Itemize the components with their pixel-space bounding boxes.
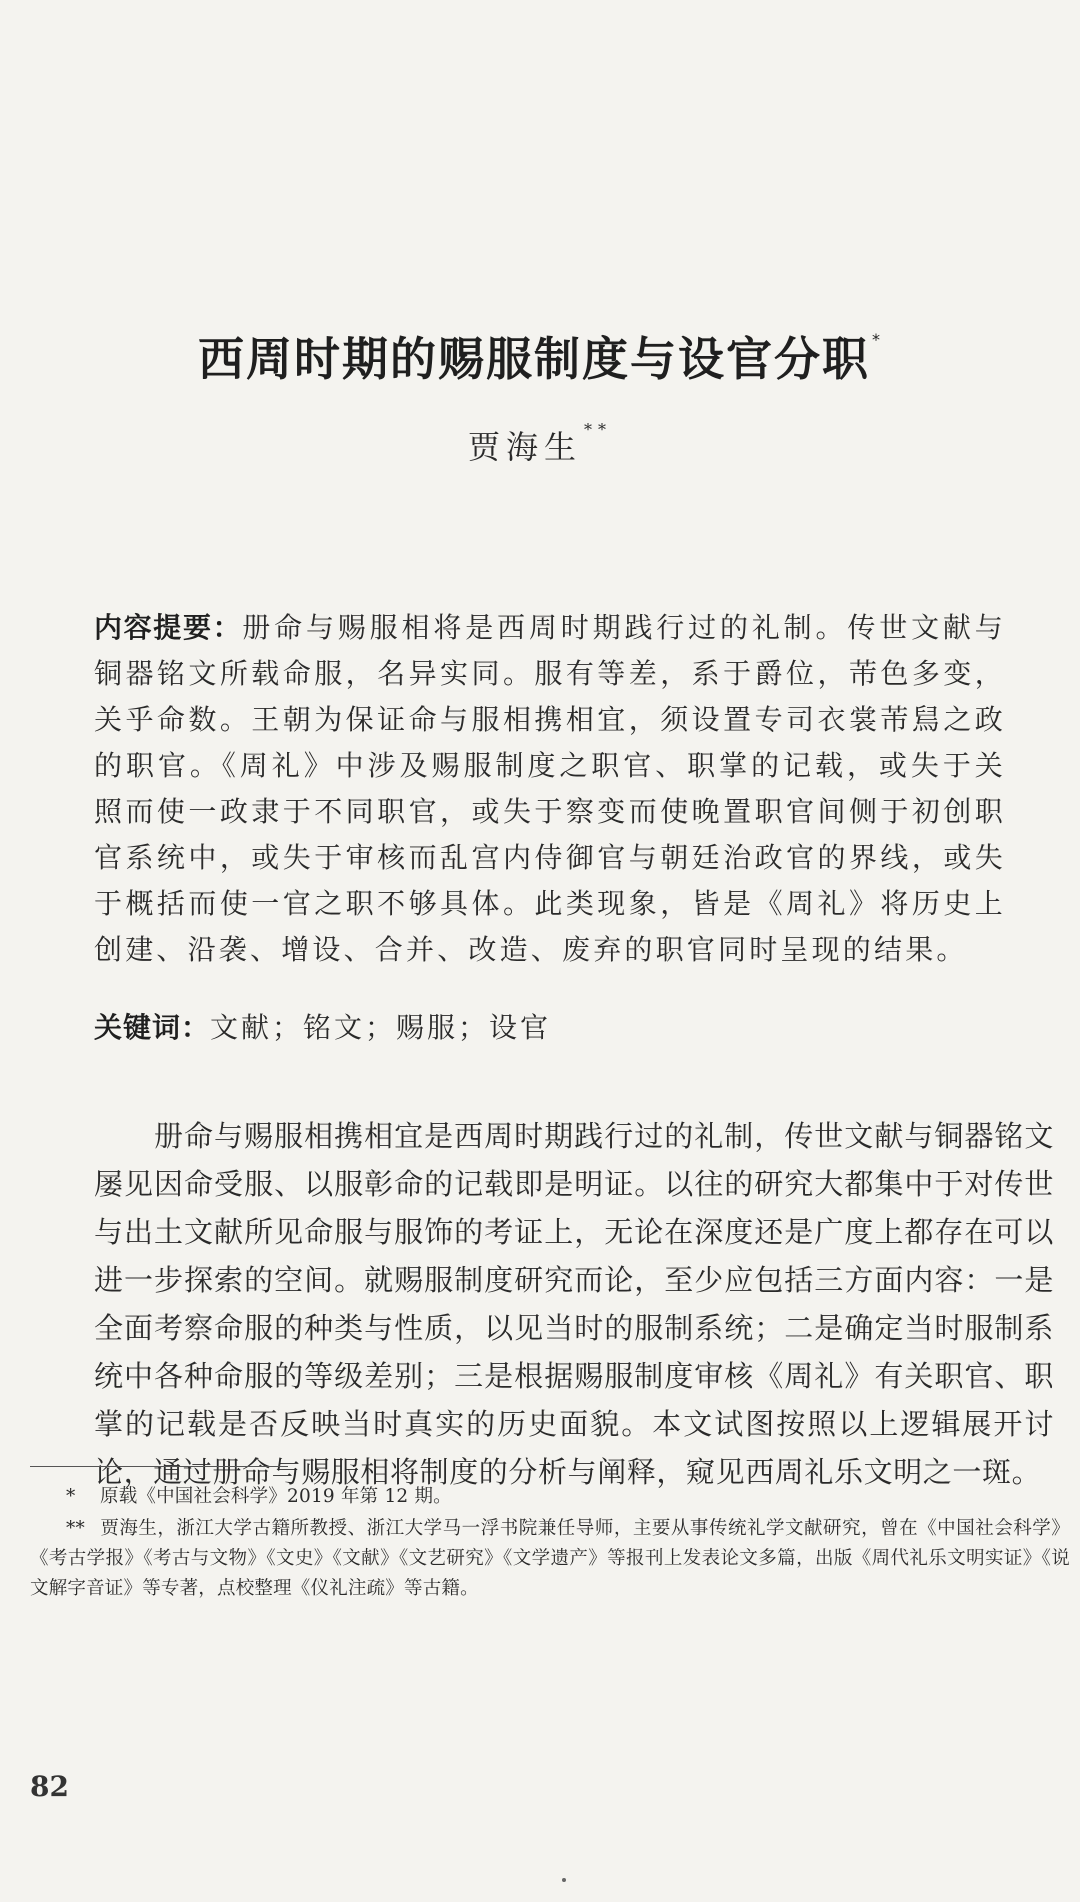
title-note-mark: * <box>872 330 882 349</box>
page-number: 82 <box>30 1770 69 1803</box>
keywords-block <box>94 1005 1006 1051</box>
footnote-item <box>30 1514 1070 1604</box>
footnotes <box>30 1482 1070 1606</box>
keywords-label: 关键词： <box>94 1011 211 1044</box>
author-note-mark: ** <box>584 420 612 439</box>
article-title <box>0 332 1080 387</box>
article-title-text: 西周时期的赐服制度与设官分职 <box>198 332 870 386</box>
abstract-block <box>94 605 1006 973</box>
abstract-label: 内容提要： <box>94 611 243 644</box>
abstract-text: 册命与赐服相将是西周时期践行过的礼制。传世文献与铜器铭文所载命服，名异实同。服有等差，系于爵位，芾色多变，关乎命数。王朝为保证命与服相携相宜，须设置专司衣裳芾舃之政的职官。《周礼》中涉及赐服制度之职官、职掌的记载，或失于关照而使一政隶于不同职官，或失于察变而使晚置职官间侧于初创职官系统中，或失于审核而乱宫内侍御官与朝廷治政官的界线，或失于概括而使一官之职不够具体。此类现象，皆是《周礼》将历史上创建、沿袭、增设、合并、改造、废弃的职官同时呈现的结果。 <box>94 611 1006 966</box>
footnote-text: 原载《中国社会科学》2019 年第 12 期。 <box>100 1486 452 1507</box>
article-author <box>0 422 1080 468</box>
body-paragraph: 册命与赐服相携相宜是西周时期践行过的礼制，传世文献与铜器铭文屡见因命受服、以服彰命的记载即是明证。以往的研究大都集中于对传世与出土文献所见命服与服饰的考证上，无论在深度还是广度上都存在可以进一步探索的空间。就赐服制度研究而论，至少应包括三方面内容：一是全面考察命服的种类与性质，以见当时的服制系统；二是确定当时服制系统中各种命服的等级差别；三是根据赐服制度审核《周礼》有关职官、职掌的记载是否反映当时真实的历史面貌。本文试图按照以上逻辑展开讨论，通过册命与赐服相将制度的分析与阐释，窥见西周礼乐文明之一斑。 <box>94 1119 1054 1489</box>
page-edge-dot <box>562 1878 566 1882</box>
footnote-divider <box>30 1466 288 1467</box>
footnote-text: 贾海生，浙江大学古籍所教授、浙江大学马一浮书院兼任导师，主要从事传统礼学文献研究，曾在《中国社会科学》《考古学报》《考古与文物》《文史》《文献》《文艺研究》《文学遗产》等报刊上发表论文多篇，出版《周代礼乐文明实证》《说文解字音证》等专著，点校整理《仪礼注疏》等古籍。 <box>30 1518 1070 1599</box>
author-name: 贾海生 <box>467 428 582 466</box>
keywords-text: 文献；铭文；赐服；设官 <box>210 1011 552 1044</box>
footnote-mark: * <box>66 1486 76 1507</box>
footnote-mark: ** <box>66 1518 85 1539</box>
footnote-item <box>30 1482 1070 1512</box>
